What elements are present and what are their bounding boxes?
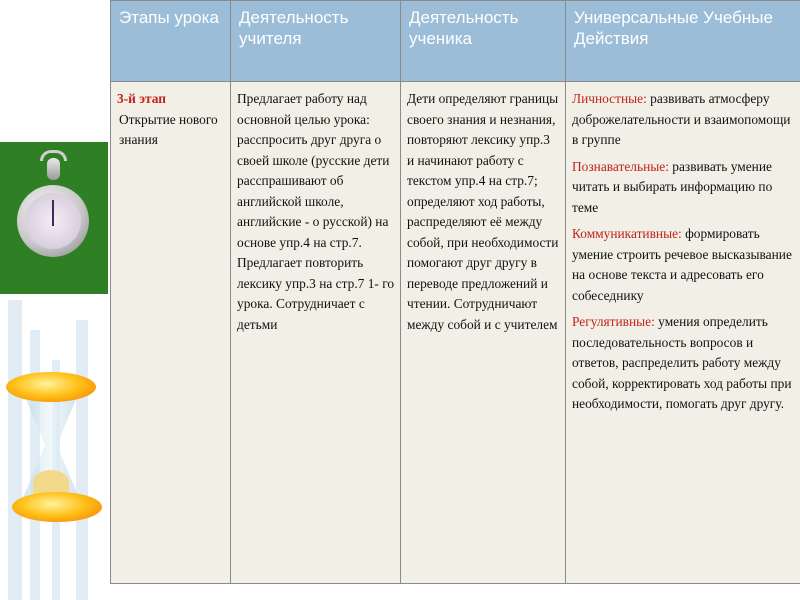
decorative-bar xyxy=(76,320,88,600)
stage-cell xyxy=(111,82,231,584)
table-row xyxy=(111,82,800,584)
header-teacher-activity: Деятельность учителя xyxy=(231,1,401,82)
uud-regulatory-title: Регулятивные: xyxy=(572,314,655,329)
uud-personal-text: развивать атмосферу доброжелательности и взаимопомощи в группе xyxy=(572,91,791,147)
uud-personal xyxy=(572,89,795,151)
uud-communicative xyxy=(572,224,795,306)
learning-actions-cell xyxy=(566,82,800,584)
decorative-sidebar xyxy=(0,0,110,600)
uud-cognitive-text: развивать умение читать и выбирать информацию по теме xyxy=(572,158,773,215)
header-student-activity: Деятельность ученика xyxy=(401,1,566,82)
header-stages: Этапы урока xyxy=(111,1,231,82)
uud-regulatory-text: умения определить последовательность вопросов и ответов, распределить работу между собой, корректировать ход работы при необходимости, помогать друг другу. xyxy=(572,314,792,411)
table-header-row xyxy=(111,1,800,82)
teacher-activity-cell: Предлагает работу над основной целью урока: расспросить друг друга о своей школе (русские дети расспрашивают об английской школе, английские - о русской) на основе упр.4 на стр.7. Предлагает повторить лексику упр.3 на стр.7 1- го урока. Сотрудничает с детьми xyxy=(231,82,401,584)
uud-communicative-title: Коммуникативные: xyxy=(572,226,682,241)
decorative-bar xyxy=(8,300,22,600)
uud-personal-title: Личностные: xyxy=(572,91,647,106)
lesson-stage-table xyxy=(110,0,800,584)
uud-cognitive-title: Познавательные: xyxy=(572,158,669,174)
stage-name: Открытие нового знания xyxy=(119,111,218,147)
uud-regulatory xyxy=(572,312,795,415)
stage-label: 3-й этап xyxy=(117,91,166,106)
student-activity-cell: Дети определяют границы своего знания и незнания, повторяют лексику упр.3 и начинают работу с текстом упр.4 на стр.7; определяют ход работы, распределяют её между собой, при необходимости помогают друг другу в переводе предложений и чтении. Сотрудничают между собой и с учителем xyxy=(401,82,566,584)
header-learning-actions: Универсальные Учебные Действия xyxy=(566,1,800,82)
uud-cognitive xyxy=(572,157,795,219)
uud-communicative-text: формировать умение строить речевое высказывание на основе текста и адресовать его собеседнику xyxy=(572,226,792,303)
